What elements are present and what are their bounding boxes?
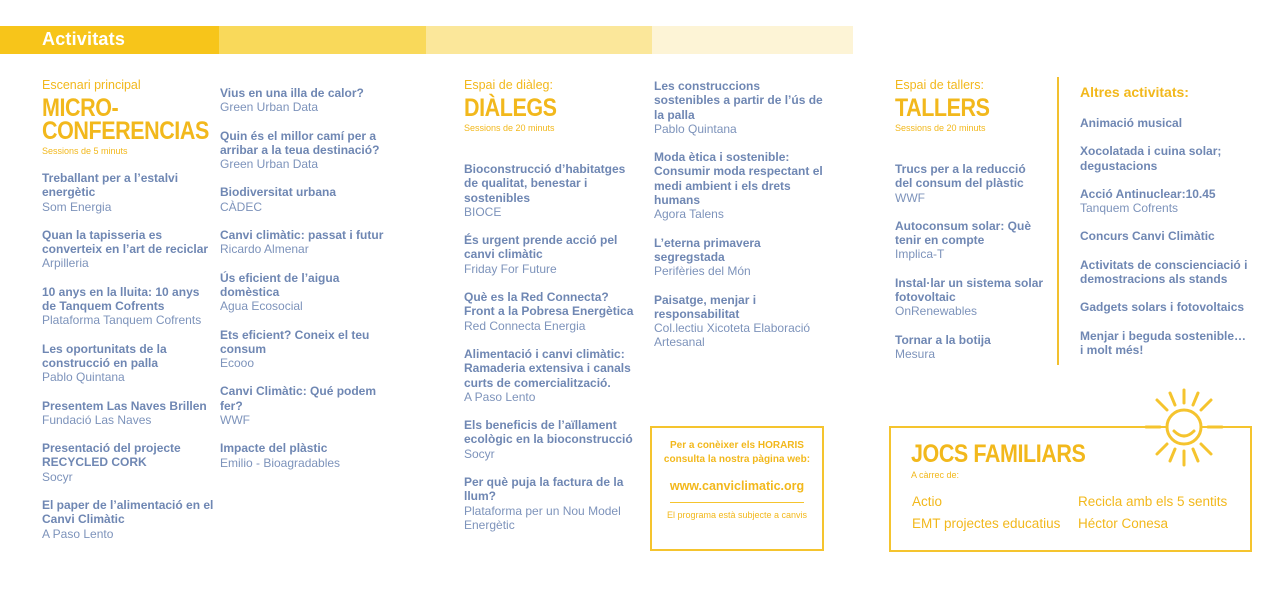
item-speaker: Emilio - Bioagradables [220, 455, 341, 470]
list-item [220, 185, 390, 214]
schedule-info-box [650, 426, 824, 551]
item-title: Treballant per a l’estalvi energètic [42, 171, 179, 200]
website-link[interactable]: www.canviclimatic.org [669, 479, 805, 493]
item-title: Acció Antinuclear:10.45 [1080, 186, 1216, 201]
item-speaker: Ricardo Almenar [220, 242, 309, 257]
item-speaker: A Paso Lento [464, 389, 536, 404]
list-item [220, 384, 390, 427]
item-title: Moda ètica i sostenible: Consumir moda respectant el medi ambient i els drets humans [654, 150, 823, 208]
item-title: Bioconstrucció d’habitatges de qualitat, benestar i sostenibles [464, 162, 626, 205]
item-title: Alimentació i canvi climàtic: Ramaderia extensiva i canals curts de comercialització. [464, 346, 631, 390]
section-kicker: Escenari principal [42, 78, 141, 92]
schedule-line2: consulta la nostra pàgina web: [663, 454, 811, 465]
item-title: Presentació del projecte RECYCLED CORK [42, 441, 181, 470]
section-kicker: Espai de diàleg: [464, 78, 553, 92]
item-title: Canvi climàtic: passat i futur [220, 228, 384, 243]
item-speaker: CÀDEC [220, 199, 263, 214]
list-item [654, 236, 826, 279]
item-speaker: Mesura [895, 346, 936, 361]
sun-icon [1140, 385, 1228, 473]
item-speaker: A Paso Lento [42, 526, 114, 541]
schedule-line1: Per a conèixer els HORARIS [670, 440, 804, 451]
item-speaker: Col.lectiu Xicoteta Elaboració Artesanal [654, 321, 811, 350]
list-item [654, 293, 826, 350]
item-title: Per què puja la factura de la llum? [464, 475, 624, 504]
item-title: Tornar a la botija [895, 332, 991, 347]
item-speaker: BIOCE [464, 204, 502, 219]
item-speaker: Friday For Future [464, 261, 557, 276]
item-title: Què es la Red Connecta? Front a la Pobresa Energètica [464, 290, 634, 319]
item-speaker: Plataforma per un Nou Model Energètic [464, 503, 621, 532]
list-item [895, 333, 1045, 362]
list-item [220, 228, 390, 257]
item-list [895, 162, 1045, 361]
section-title: DIÀLEGS [464, 94, 557, 122]
list-item [1080, 116, 1250, 130]
item-list [464, 162, 634, 532]
list-item [464, 162, 634, 219]
provider-name: Héctor Conesa [1078, 516, 1169, 531]
item-speaker: Arpilleria [42, 256, 89, 271]
list-item [464, 347, 634, 404]
section-title-line2: CONFERENCIAS [42, 117, 209, 145]
provider-name: EMT projectes educatius [912, 516, 1061, 531]
header-segment-4 [652, 26, 853, 54]
item-title: Les construccions sostenibles a partir de l’ús de la palla [654, 79, 823, 122]
list-item [220, 328, 390, 371]
column-divider [1057, 77, 1059, 365]
item-list [42, 171, 214, 541]
list-item [1080, 144, 1250, 173]
divider [670, 502, 804, 503]
item-speaker: Plataforma Tanquem Cofrents [42, 313, 202, 328]
item-title: Xocolatada i cuina solar; degustacions [1080, 144, 1222, 173]
item-title: L’eterna primavera segregstada [654, 235, 761, 264]
list-item [464, 290, 634, 333]
item-title: Paisatge, menjar i responsabilitat [654, 292, 757, 321]
header-segment-3 [426, 26, 652, 54]
item-title: Gadgets solars i fotovoltaics [1080, 300, 1245, 315]
item-title: 10 anys en la lluita: 10 anys de Tanquem Cofrents [42, 284, 200, 314]
item-speaker: Agora Talens [654, 207, 724, 222]
item-title: Concurs Canvi Climàtic [1080, 229, 1215, 244]
item-speaker: Pablo Quintana [654, 121, 737, 136]
item-title: Autoconsum solar: Què tenir en compte [895, 218, 1032, 248]
item-speaker: Ecooo [220, 356, 255, 371]
item-title: Animació musical [1080, 116, 1183, 130]
list-item [1080, 187, 1250, 216]
provider-name: Actio [912, 494, 943, 509]
page-title: Activitats [42, 29, 126, 49]
list-item [42, 285, 214, 328]
list-item [464, 418, 634, 461]
item-speaker: Fundació Las Naves [42, 412, 152, 427]
section-title: Altres activitats: [1080, 84, 1189, 100]
item-speaker: Agua Ecosocial [220, 299, 303, 314]
item-speaker: Pablo Quintana [42, 370, 125, 385]
item-title: Quan la tapisseria es converteix en l’art de reciclar [42, 227, 209, 257]
item-speaker: WWF [895, 190, 925, 205]
list-item [895, 162, 1045, 205]
item-title: Ús eficient de l’aigua domèstica [220, 270, 340, 299]
item-list [1080, 116, 1250, 357]
item-title: Els beneficis de l’aïllament ecològic en la bioconstrucció [464, 418, 633, 447]
list-item [42, 342, 214, 385]
item-speaker: OnRenewables [895, 304, 978, 319]
section-kicker: Espai de tallers: [895, 78, 984, 92]
list-item [220, 129, 390, 172]
list-item [1080, 300, 1250, 314]
item-title: Impacte del plàstic [220, 441, 328, 456]
section-title: TALLERS [895, 94, 990, 122]
item-title: És urgent prende acció pel canvi climàtic [464, 233, 618, 262]
other-activities-section [1080, 84, 1250, 371]
item-speaker: Som Energia [42, 199, 112, 214]
microconferencias-continued [220, 86, 390, 484]
item-title: Quin és el millor camí per a arribar a la teua destinació? [220, 128, 380, 157]
item-speaker: Red Connecta Energia [464, 318, 586, 333]
list-item [42, 171, 214, 214]
item-title: Biodiversitat urbana [220, 185, 337, 200]
item-speaker: Socyr [42, 469, 73, 484]
list-item [1080, 229, 1250, 243]
provider-name: Recicla amb els 5 sentits [1078, 494, 1228, 509]
list-item [1080, 258, 1250, 287]
dialegs-section [464, 78, 634, 546]
item-speaker: Green Urban Data [220, 157, 319, 172]
dialegs-continued [654, 79, 826, 364]
item-title: Activitats de conscienciació i demostracions als stands [1080, 257, 1248, 287]
list-item [464, 475, 634, 532]
item-title: Ets eficient? Coneix el teu consum [220, 327, 370, 356]
list-item [42, 441, 214, 484]
section-title-line1: MICRO- [42, 94, 119, 122]
list-item [42, 498, 214, 541]
family-games-title: JOCS FAMILIARS [911, 440, 1086, 468]
list-item [42, 228, 214, 271]
list-item [42, 399, 214, 428]
list-item [220, 271, 390, 314]
list-item [220, 86, 390, 115]
section-subtitle: Sessions de 20 minuts [464, 123, 555, 133]
tallers-section [895, 78, 1045, 375]
list-item [895, 219, 1045, 262]
list-item [1080, 329, 1250, 358]
list-item [654, 79, 826, 136]
schedule-note: El programa està subjecte a canvis [666, 510, 808, 520]
list-item [654, 150, 826, 221]
item-title: Trucs per a la reducció del consum del plàstic [895, 162, 1026, 191]
header-segment-2 [219, 26, 426, 54]
item-speaker: WWF [220, 413, 250, 428]
list-item [895, 276, 1045, 319]
section-subtitle: Sessions de 20 minuts [895, 123, 986, 133]
item-speaker: Green Urban Data [220, 100, 319, 115]
item-speaker: Implica-T [895, 247, 945, 262]
microconferencias-section [42, 78, 214, 555]
item-title: El paper de l’alimentació en el Canvi Climàtic [42, 498, 214, 527]
item-title: Les oportunitats de la construcció en palla [42, 341, 167, 370]
list-item [220, 441, 390, 470]
item-speaker: Socyr [464, 446, 495, 461]
item-title: Vius en una illa de calor? [220, 86, 364, 100]
list-item [464, 233, 634, 276]
family-games-subtitle: A càrrec de: [911, 470, 960, 480]
section-subtitle: Sessions de 5 minuts [42, 146, 128, 156]
item-title: Canvi Climàtic: Qué podem fer? [220, 384, 377, 413]
item-title: Instal·lar un sistema solar fotovoltaic [895, 275, 1044, 305]
item-speaker: Perifèries del Món [654, 264, 751, 279]
item-title: Presentem Las Naves Brillen [42, 398, 207, 413]
item-speaker: Tanquem Cofrents [1080, 201, 1179, 216]
item-title: Menjar i beguda sostenible… i molt més! [1080, 328, 1247, 357]
